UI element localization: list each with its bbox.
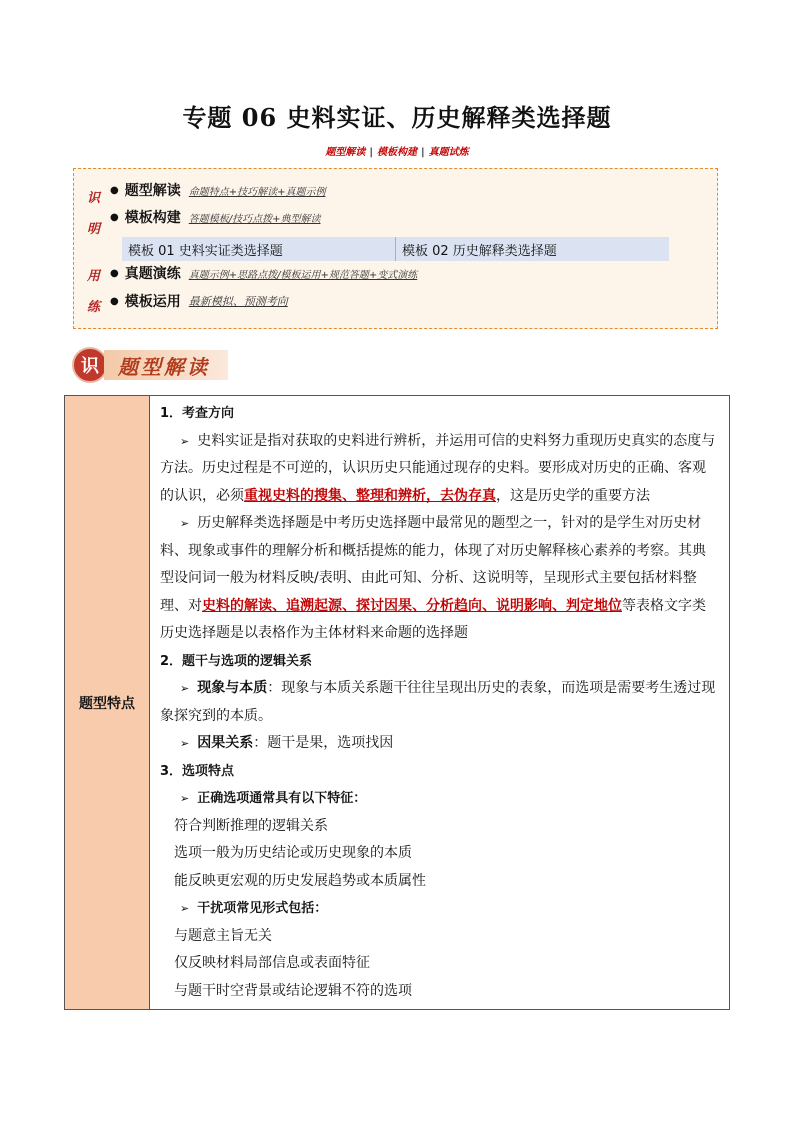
arrow-icon: ➢ [180,792,190,805]
banner-title: 题型解读 [104,350,228,380]
list-item: 仅反映材料局部信息或表面特征 [174,955,370,971]
list-item: 与题意主旨无关 [174,927,272,944]
section-banner [72,346,228,384]
overview-row-desc: 最新模拟、预测考向 [188,295,288,308]
paragraph: 型设问词一般为材料反映/表明、由此可知、分析、这说明等，呈现形式主要包括材料整 [160,570,697,586]
list-item: 选项一般为历史结论或历史现象的本质 [174,845,412,861]
bullet-icon: ● [110,184,119,196]
page-subtitle: 题型解读 | 模板构建 | 真题试炼 [325,147,469,158]
subtitle-part-3: 真题试炼 [428,147,469,158]
template-list [122,237,669,261]
text: 等表格文字类 [622,597,706,614]
arrow-icon: ➢ [180,682,190,695]
text: 历史解释类选择题是中考历史选择题中最常见的题型之一，针对的是学生对历史材 [197,515,702,531]
emphasis-text: 史料的解读、追溯起源、探讨因果、分析趋向、说明影响、判定地位 [202,597,622,614]
overview-row [110,263,417,283]
page-title: 专题 06 史料实证、历史解释类选择题 [182,103,612,132]
overview-side-chars [87,183,103,323]
section-heading: 1．考查方向 [160,406,235,421]
text: ：题干是果，选项找因 [253,735,394,751]
bullet-icon: ● [110,211,119,223]
text: 史料实证是指对获取的史料进行辨析，并运用可信的史料努力重现历史真实的态度与 [197,432,716,449]
paragraph [160,675,721,703]
overview-row-desc: 真题示例+思路点拨/模板运用+规范答题+变式演练 [188,269,418,281]
text: 正确选项通常具有以下特征： [197,791,367,806]
arrow-icon: ➢ [180,902,190,915]
overview-box [73,168,718,329]
template-item-01[interactable]: 模板 01 史料实证类选择题 [122,237,396,261]
overview-row [110,291,288,311]
subtitle-part-2: 模板构建 [377,147,417,158]
section-heading: 3．选项特点 [160,763,235,779]
section-heading: 2．题干与选项的逻辑关系 [160,653,313,669]
overview-row-label: 题型解读 [124,183,181,199]
text: 干扰项常见形式包括： [197,901,328,916]
paragraph [160,593,721,621]
table-left-header: 题型特点 [65,396,150,1010]
feature-table [64,395,730,1010]
overview-row-label: 模板运用 [124,294,181,310]
paragraph: 象探究到的本质。 [160,707,272,724]
text: ，这是历史学的重要方法 [496,487,650,504]
overview-row [110,180,326,200]
paragraph [160,510,721,538]
term-label: 现象与本质 [197,680,268,696]
text: 理、对 [160,597,202,614]
side-char: 用 [87,269,101,284]
term-label: 因果关系 [197,735,254,751]
list-item: 能反映更宏观的历史发展趋势或本质属性 [174,872,426,889]
sub-heading [160,785,721,813]
emphasis-text: 重视史料的搜集、整理和辨析，去伪存真 [244,487,496,504]
arrow-icon: ➢ [180,737,190,750]
overview-row-label: 模板构建 [124,210,181,226]
sub-heading [160,895,721,923]
paragraph: 历史选择题是以表格作为主体材料来命题的选择题 [160,625,468,641]
overview-row [110,207,320,227]
list-item: 与题干时空背景或结论逻辑不符的选项 [174,982,412,999]
paragraph [160,730,721,758]
subtitle-part-1: 题型解读 [325,147,366,158]
paragraph [160,428,721,456]
arrow-icon: ➢ [180,434,190,448]
paragraph [160,483,721,511]
table-body [150,396,730,1010]
arrow-icon: ➢ [180,517,190,530]
banner-badge-icon: 识 [72,347,108,383]
text: ：现象与本质关系题干往往呈现出历史的表象，而选项是需要考生透过现 [267,680,716,696]
side-char: 明 [87,222,101,237]
list-item: 符合判断推理的逻辑关系 [174,817,328,834]
paragraph: 料、现象或事件的理解分析和概括提炼的能力，体现了对历史解释核心素养的考察。其典 [160,542,706,559]
overview-row-label: 真题演练 [124,266,181,282]
overview-row-desc: 答题模板/技巧点拨+典型解读 [188,213,321,225]
text: 的认识，必须 [160,487,244,504]
bullet-icon: ● [110,267,119,279]
side-char: 识 [87,191,101,206]
side-char: 练 [87,300,101,315]
template-item-02[interactable]: 模板 02 历史解释类选择题 [402,244,557,259]
bullet-icon: ● [110,295,119,307]
overview-row-desc: 命题特点+技巧解读+真题示例 [188,186,326,198]
paragraph: 方法。历史过程是不可逆的，认识历史只能通过现存的史料。要形成对历史的正确、客观 [160,460,706,476]
